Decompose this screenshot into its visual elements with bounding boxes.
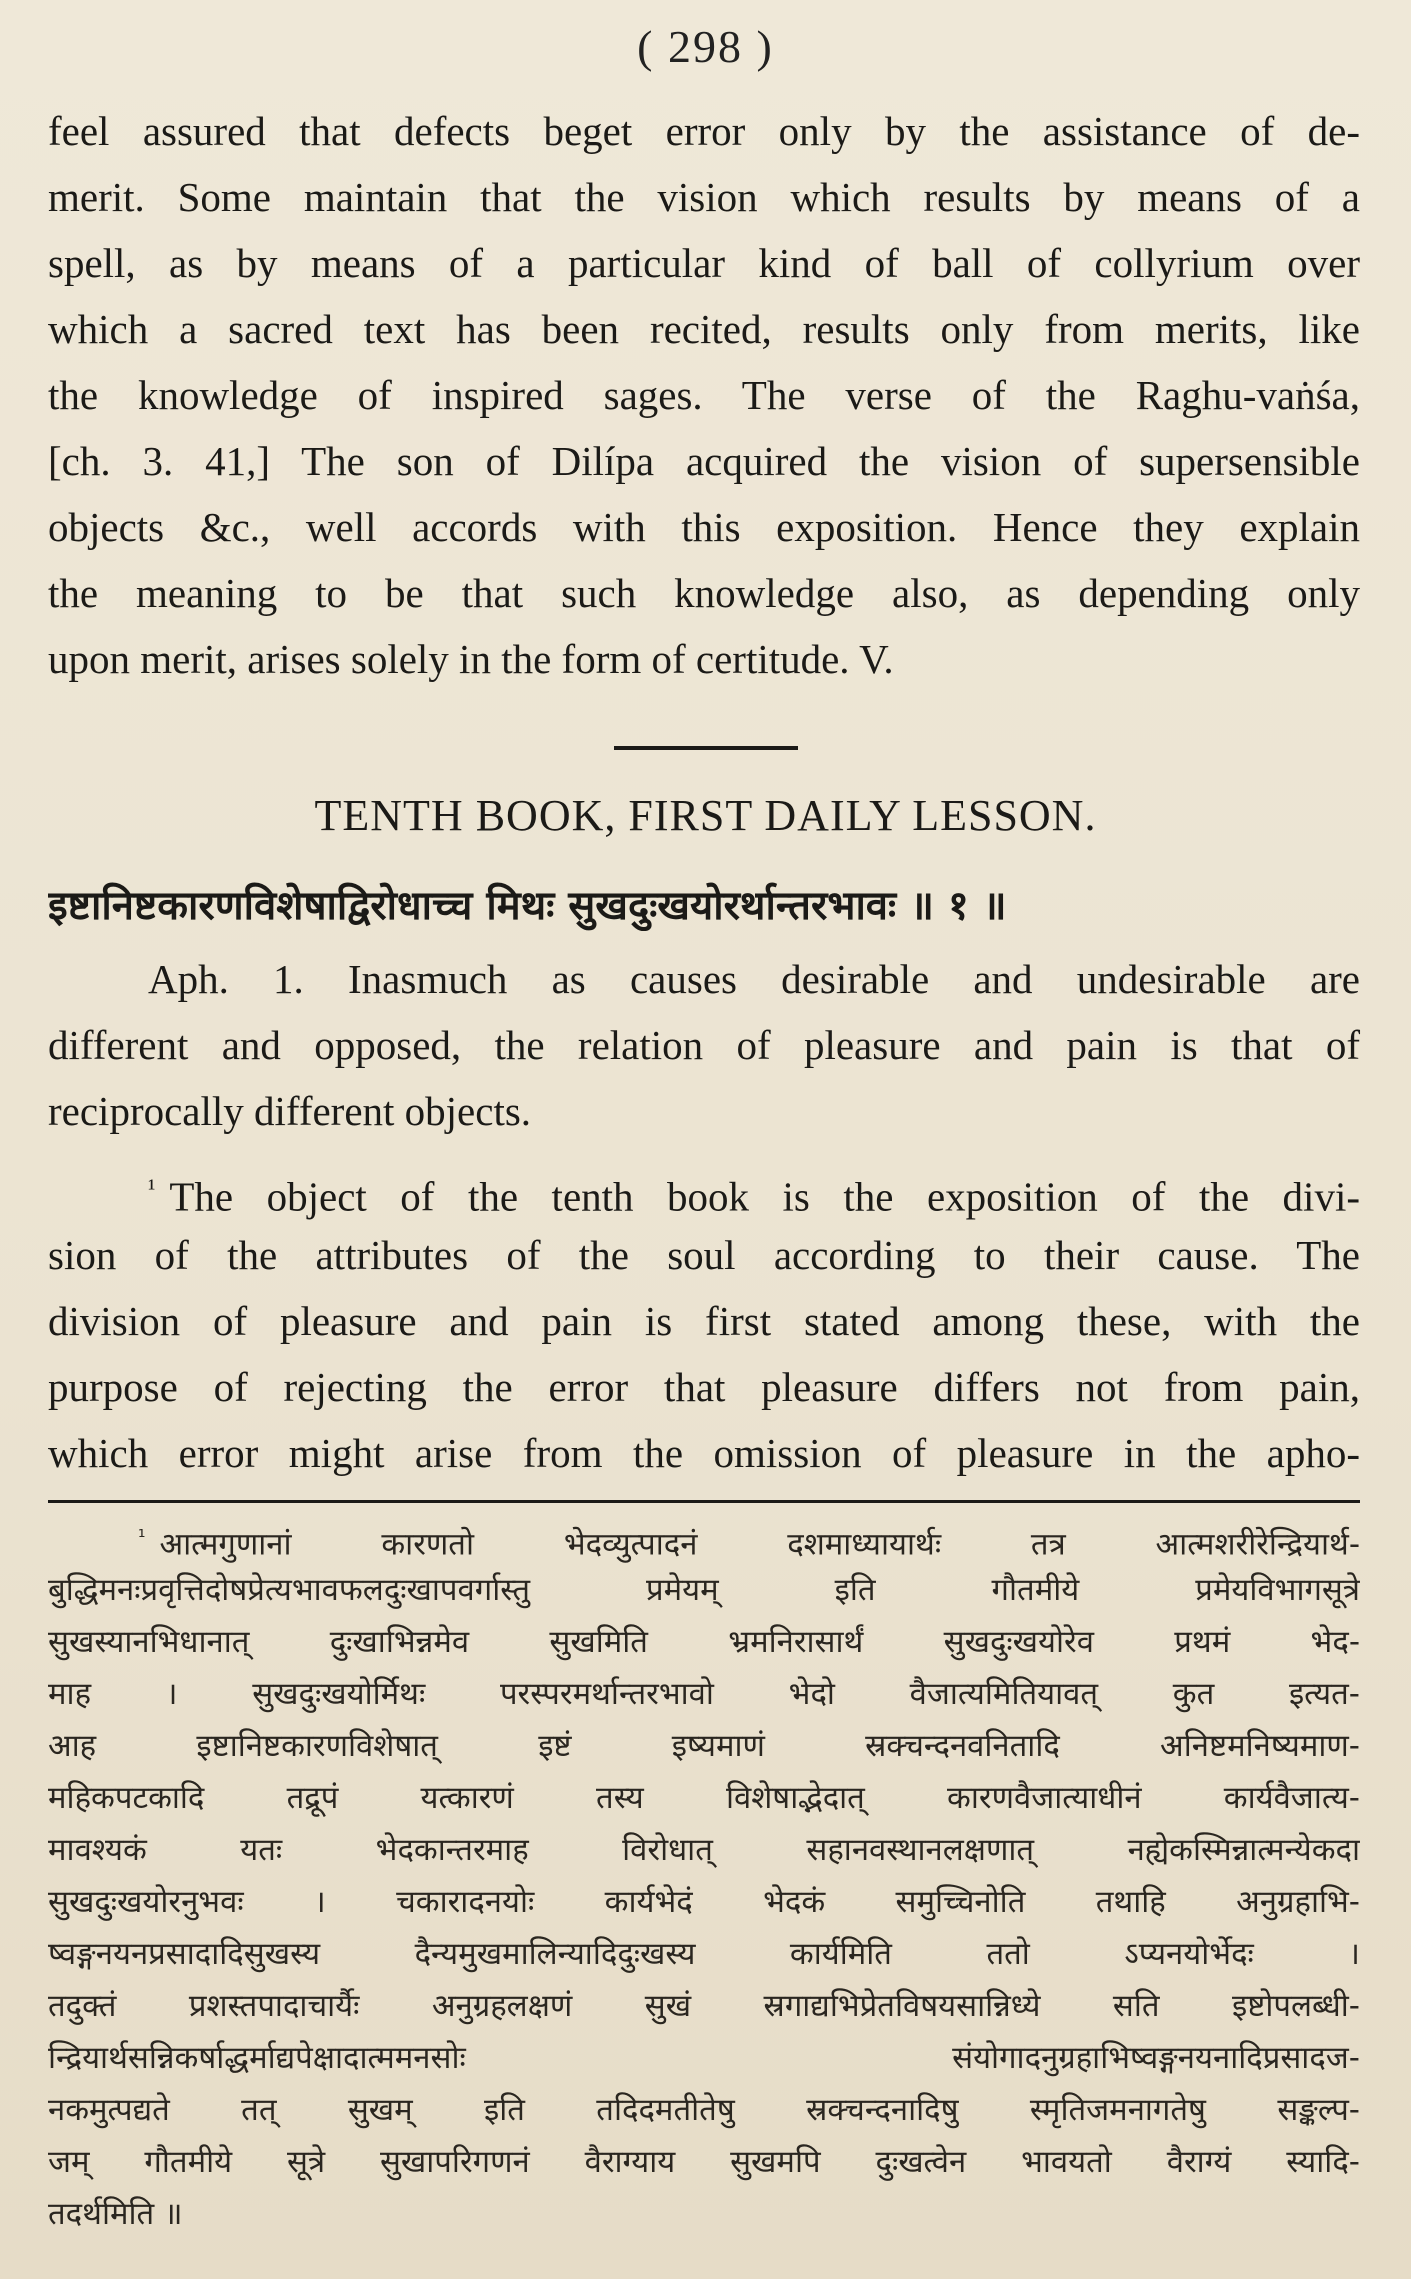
footnote-line: ष्वङ्गनयनप्रसादादिसुखस्य दैन्यमुखमालिन्यादिदुःखस्य कार्यमिति ततो ऽप्यनयोर्भेदः ।	[48, 1936, 1360, 1972]
footnote-line: न्द्रियार्थसन्निकर्षाद्धर्माद्यपेक्षादात्ममनसोः संयोगादनुग्रहाभिष्वङ्गनयनादिप्रसादज-	[48, 2040, 1360, 2076]
footnote-line: मावश्यकं यतः भेदकान्तरमाह विरोधात् सहानवस्थानलक्षणात् नह्येकस्मिन्नात्मन्येकदा	[48, 1832, 1360, 1868]
footnote-line: आह इष्टानिष्टकारणविशेषात् इष्टं इष्यमाणं स्रक्चन्दनवनितादि अनिष्टमनिष्यमाण-	[48, 1728, 1360, 1764]
text-line: spell, as by means of a particular kind of ball of collyrium over	[48, 240, 1360, 286]
section-heading: TENTH BOOK, FIRST DAILY LESSON.	[314, 791, 1097, 840]
footnote-rule	[48, 1500, 1360, 1503]
text-line: feel assured that defects beget error only by the assistance of de-	[48, 108, 1360, 154]
text-line: which a sacred text has been recited, results only from merits, like	[48, 306, 1360, 352]
text-line: merit. Some maintain that the vision which results by means of a	[48, 174, 1360, 220]
footnote-line: सुखदुःखयोरनुभवः । चकारादनयोः कार्यभेदं भेदकं समुच्चिनोति तथाहि अनुग्रहाभि-	[48, 1884, 1360, 1920]
text-line: the knowledge of inspired sages. The verse of the Raghu-vaṅśa,	[48, 372, 1360, 418]
footnote-line	[48, 1512, 1360, 1564]
text-line: [ch. 3. 41,] The son of Dilípa acquired the vision of supersensible	[48, 438, 1360, 484]
text-line: purpose of rejecting the error that pleasure differs not from pain,	[48, 1364, 1360, 1410]
text-line: different and opposed, the relation of pleasure and pain is that of	[48, 1022, 1360, 1068]
footnote-line: बुद्धिमनःप्रवृत्तिदोषप्रेत्यभावफलदुःखापवर्गास्तु प्रमेयम् इति गौतमीये प्रमेयविभागसूत्रे	[48, 1572, 1360, 1608]
footnote-line: माह । सुखदुःखयोर्मिथः परस्परमर्थान्तरभावो भेदो वैजात्यमितियावत् कुत इत्यत-	[48, 1676, 1360, 1712]
sanskrit-aphorism: इष्टानिष्टकारणविशेषाद्विरोधाच्च मिथः सुखदुःखयोरर्थान्तरभावः ॥ १ ॥	[48, 883, 1007, 929]
text-line	[48, 1156, 1360, 1222]
footnote-line: महिकपटकादि तद्रूपं यत्कारणं तस्य विशेषाद्भेदात् कारणवैजात्याधीनं कार्यवैजात्य-	[48, 1780, 1360, 1816]
footnote-marker: ¹	[138, 1527, 146, 1548]
text-line: the meaning to be that such knowledge also, as depending only	[48, 570, 1360, 616]
text-line: Aph. 1. Inasmuch as causes desirable and undesirable are	[148, 956, 1360, 1002]
footnote-line-content: आत्मगुणानां कारणतो भेदव्युत्पादनं दशमाध्यायार्थः तत्र आत्मशरीरेन्द्रियार्थ-	[159, 1526, 1360, 1563]
footnote-line: तदुक्तं प्रशस्तपादाचार्यैः अनुग्रहलक्षणं सुखं स्रगाद्यभिप्रेतविषयसान्निध्ये सति इष्टोपलब्धी-	[48, 1988, 1360, 2024]
text-line-content: The object of the tenth book is the exposition of the divi-	[169, 1173, 1360, 1220]
text-line: objects &c., well accords with this exposition. Hence they explain	[48, 504, 1360, 550]
commentary-paragraph	[48, 1156, 1360, 1486]
aphorism-translation	[48, 946, 1360, 1144]
footnote-line: तदर्थमिति ॥	[48, 2196, 183, 2232]
intro-paragraph	[48, 98, 1360, 692]
text-line: division of pleasure and pain is first stated among these, with the	[48, 1298, 1360, 1344]
page-number: ( 298 )	[637, 21, 774, 72]
footnote-line: नकमुत्पद्यते तत् सुखम् इति तदिदमतीतेषु स्रक्चन्दनादिषु स्मृतिजमनागतेषु सङ्कल्प-	[48, 2092, 1360, 2128]
sanskrit-footnote	[48, 1512, 1360, 2240]
footnote-line: सुखस्यानभिधानात् दुःखाभिन्नमेव सुखमिति भ्रमनिरासार्थं सुखदुःखयोरेव प्रथमं भेद-	[48, 1624, 1360, 1660]
footnote-line: जम् गौतमीये सूत्रे सुखापरिगणनं वैराग्याय सुखमपि दुःखत्वेन भावयतो वैराग्यं स्यादि-	[48, 2144, 1360, 2180]
text-line: reciprocally different objects.	[48, 1088, 532, 1134]
text-line: which error might arise from the omission of pleasure in the apho-	[48, 1430, 1360, 1476]
text-line: sion of the attributes of the soul according to their cause. The	[48, 1232, 1360, 1278]
section-divider	[614, 746, 798, 750]
text-line: upon merit, arises solely in the form of certitude. V.	[48, 636, 894, 682]
note-marker: ¹	[148, 1175, 156, 1202]
